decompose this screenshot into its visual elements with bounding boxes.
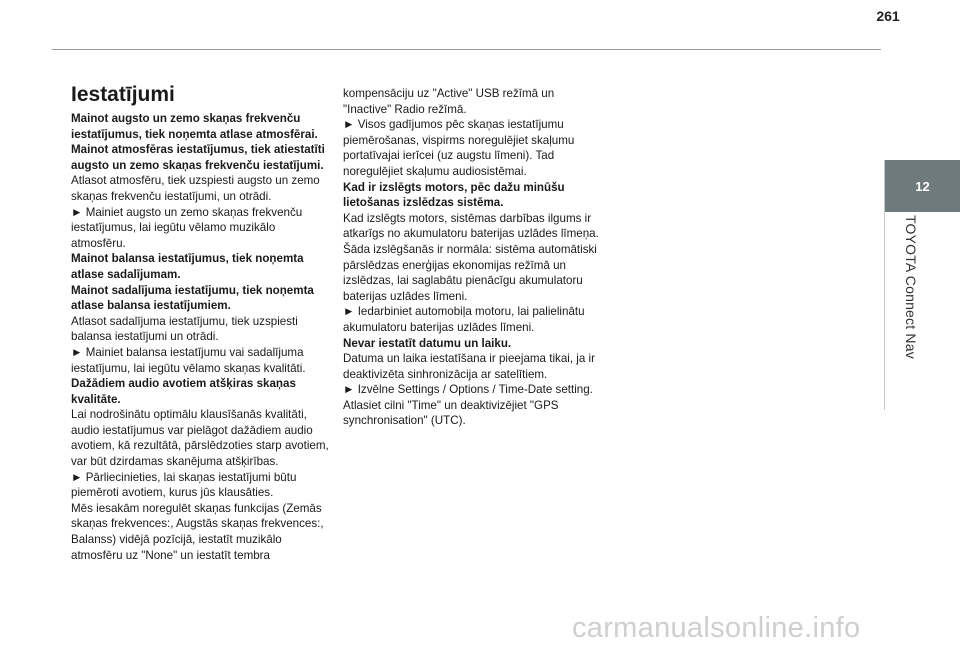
section-heading: Iestatījumi [71,83,175,106]
paragraph: ► Mainiet augsto un zemo skaņas frekvenču iestatījumus, lai iegūtu vēlamo muzikālo atmosfēru. [71,205,303,250]
bold-paragraph: Kad ir izslēgts motors, pēc dažu minūšu lietošanas izslēdzas sistēma. [343,180,565,210]
paragraph: ► Iedarbiniet automobiļa motoru, lai palielinātu akumulatoru baterijas uzlādes līmeni. [343,305,585,334]
chapter-number: 12 [915,178,930,194]
paragraph: ► Izvēlne Settings / Options / Time-Date setting. Atlasiet cilni "Time" un deaktivizējiet "GPS synchronisation" (UTC). [343,383,593,428]
bold-paragraph: Mainot atmosfēras iestatījumus, tiek atiestatīti augsto un zemo skaņas frekvenču iestatījumi. [71,143,325,172]
left-column [71,111,333,563]
bold-paragraph: Dažādiem audio avotiem atšķiras skaņas kvalitāte. [71,377,296,406]
paragraph: Kad izslēgts motors, sistēmas darbības ilgums ir atkarīgs no akumulatoru baterijas uzlādes līmeņa. [343,211,599,241]
paragraph: Datuma un laika iestatīšana ir pieejama tikai, ja ir deaktivizēta sinhronizācija ar satelītiem. [343,352,595,381]
paragraph: kompensāciju uz "Active" USB režīmā un "Inactive" Radio režīmā. [343,87,555,116]
paragraph: ► Mainiet balansa iestatījumu vai sadalījuma iestatījumu, lai iegūtu vēlamo skaņas kvalitāti. [71,345,306,375]
bold-paragraph: Mainot augsto un zemo skaņas frekvenču iestatījumus, tiek noņemta atlase atmosfērai. [71,112,318,141]
paragraph: Mēs iesakām noregulēt skaņas funkcijas (Zemās skaņas frekvences:, Augstās skaņas frekvences:, Balanss) vidējā pozīcijā, iestatīt muzikālo atmosfēru uz "None" un iestatīt tembra [71,501,324,562]
watermark: carmanualsonline.info [572,612,861,644]
chapter-title: TOYOTA Connect Nav [903,215,919,359]
chapter-tab [885,160,960,212]
header-divider [52,49,881,50]
paragraph: Atlasot sadalījuma iestatījumu, tiek uzspiesti balansa iestatījumi un otrādi. [71,314,298,344]
right-column [343,86,605,429]
paragraph: Lai nodrošinātu optimālu klausīšanās kvalitāti, audio iestatījumus var pielāgot dažādiem audio avotiem, kā rezultātā, pārslēdzoties starp avotiem, var būt dzirdamas skanējuma atšķirības. [71,408,329,469]
paragraph: ► Pārliecinieties, lai skaņas iestatījumi būtu piemēroti avotiem, kurus jūs klausāties. [71,470,297,500]
page-number: 261 [876,8,900,24]
bold-paragraph: Nevar iestatīt datumu un laiku. [343,336,512,350]
bold-paragraph: Mainot balansa iestatījumus, tiek noņemta atlase sadalījumam. [71,252,304,281]
paragraph: Atlasot atmosfēru, tiek uzspiesti augsto un zemo skaņas frekvenču iestatījumi, un otrādi. [71,174,320,203]
paragraph: ► Visos gadījumos pēc skaņas iestatījumu piemērošanas, vispirms noregulējiet skaļumu portatīvajai ierīcei (uz augstu līmeni). Tad noregulējiet skaļumu audiosistēmai. [343,118,575,178]
bold-paragraph: Mainot sadalījuma iestatījumu, tiek noņemta atlase balansa iestatījumiem. [71,283,314,313]
paragraph: Šāda izslēgšanās ir normāla: sistēma automātiski pārslēdzas enerģijas ekonomijas režīmā un izslēdzas, lai saglabātu pienācīgu akumulatoru baterijas uzlādes līmeni. [343,242,597,303]
